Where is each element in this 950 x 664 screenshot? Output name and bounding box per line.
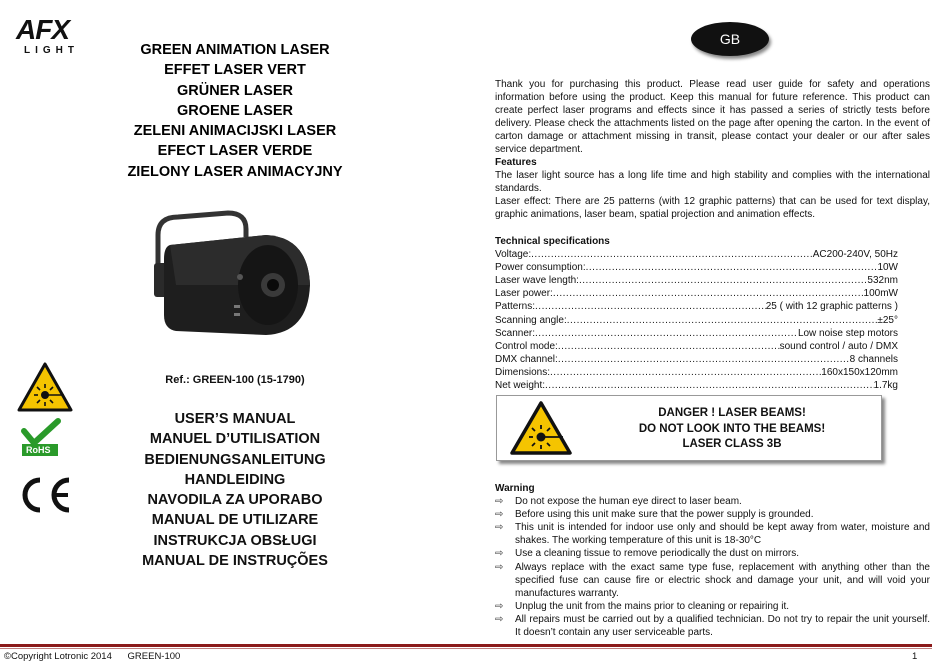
spec-value: 100mW — [863, 288, 898, 300]
manual-titles — [120, 409, 350, 571]
arrow-bullet-icon: ⇨ — [495, 548, 504, 560]
footer-divider-thin — [0, 648, 932, 649]
tech-specs-section — [495, 235, 930, 392]
warning-heading: Warning — [495, 483, 535, 494]
spec-label: Laser wave length: — [495, 275, 579, 287]
warning-list — [495, 495, 930, 639]
spec-label: Voltage: — [495, 249, 532, 261]
danger-line-1: DANGER ! LASER BEAMS! — [658, 407, 806, 419]
language-badge: GB — [691, 22, 769, 56]
spec-value: ±25° — [877, 314, 898, 326]
spec-label: Laser power: — [495, 288, 553, 300]
manual-ro: MANUAL DE UTILIZARE — [151, 512, 319, 529]
spec-value: Low noise step motors — [797, 327, 898, 339]
list-item: ⇨ Do not expose the human eye direct to laser beam. — [495, 496, 742, 508]
spec-row — [495, 366, 898, 379]
list-item: ⇨ Always replace with the exact same type fuse, replacement with anything other than the specified fuse can cause fire or electric shock and damage your unit, and will void your manufactures warranty. — [495, 561, 930, 599]
arrow-bullet-icon: ⇨ — [495, 600, 504, 612]
laser-warning-icon — [17, 362, 73, 412]
afx-light-logo — [14, 14, 92, 58]
footer-info — [4, 651, 193, 662]
arrow-bullet-icon: ⇨ — [495, 496, 504, 508]
spec-row — [495, 248, 898, 261]
rohs-icon — [18, 417, 68, 457]
title-fr: EFFET LASER VERT — [164, 62, 306, 79]
laser-product-image — [148, 205, 318, 345]
danger-line-2: DO NOT LOOK INTO THE BEAMS! — [638, 422, 826, 435]
spec-row — [495, 300, 898, 313]
list-item: ⇨ Unplug the unit from the mains prior to cleaning or repairing it. — [495, 600, 790, 612]
laser-danger-label — [496, 395, 882, 461]
spec-row — [495, 314, 898, 327]
list-item: ⇨ Use a cleaning tissue to remove periodically the dust on mirrors. — [495, 548, 800, 560]
spec-label: Scanning angle: — [495, 314, 567, 326]
spec-label: Net weight: — [495, 380, 546, 392]
spec-value: 532nm — [867, 275, 898, 287]
product-titles — [120, 40, 350, 182]
spec-label: Control mode: — [495, 340, 558, 352]
arrow-bullet-icon: ⇨ — [495, 561, 504, 573]
page-number: 1 — [912, 651, 918, 662]
spec-value: 160x150x120mm — [821, 366, 898, 378]
arrow-bullet-icon: ⇨ — [495, 613, 504, 625]
manual-sl: NAVODILA ZA UPORABO — [147, 492, 323, 509]
specs-heading: Technical specifications — [495, 236, 610, 247]
features-section — [495, 156, 930, 221]
spec-row — [495, 340, 898, 353]
footer-copyright: ©Copyright Lotronic 2014 — [4, 651, 112, 662]
spec-label: Scanner: — [495, 327, 536, 339]
manual-de: BEDIENUNGSANLEITUNG — [144, 451, 326, 468]
manual-pt: MANUAL DE INSTRUÇÕES — [142, 553, 328, 570]
laser-warning-icon — [509, 400, 573, 456]
features-text-1: The laser light source has a long life time and high stability and complies with the international standards. — [495, 170, 930, 195]
features-heading: Features — [495, 157, 537, 168]
spec-label: Power consumption: — [495, 262, 586, 274]
logo-brand: AFX — [16, 14, 69, 45]
features-text-2: Laser effect: There are 25 patterns (with 12 graphic patterns) that can be used for text display, graphic animations, laser beam, spatial projection and animation effects. — [495, 196, 930, 221]
list-item: ⇨ All repairs must be carried out by a qualified technician. Do not try to repair the unit yourself. It doesn’t contain any user serviceable parts. — [495, 613, 930, 639]
spec-value: 25 ( with 12 graphic patterns ) — [765, 301, 898, 313]
arrow-bullet-icon: ⇨ — [495, 522, 504, 534]
manual-pl: INSTRUKCJA OBSŁUGI — [153, 532, 317, 549]
arrow-bullet-icon: ⇨ — [495, 509, 504, 521]
title-pl: ZIELONY LASER ANIMACYJNY — [127, 163, 343, 180]
spec-label: DMX channel: — [495, 353, 558, 365]
danger-line-3: LASER CLASS 3B — [682, 438, 782, 450]
product-reference: Ref.: GREEN-100 (15-1790) — [165, 374, 305, 386]
title-nl: GROENE LASER — [176, 102, 293, 119]
spec-value: AC200-240V, 50Hz — [812, 249, 898, 261]
spec-value: 1.7kg — [873, 380, 898, 392]
spec-row — [495, 274, 898, 287]
spec-row — [495, 287, 898, 300]
spec-value: sound control / auto / DMX — [779, 340, 898, 352]
list-item: ⇨ This unit is intended for indoor use only and should be kept away from water, moisture and shakes. The working temperature of this unit is 18-30°C — [495, 522, 930, 547]
list-item: ⇨ Before using this unit make sure that the power supply is grounded. — [495, 509, 814, 521]
spec-row — [495, 353, 898, 366]
spec-label: Patterns: — [495, 301, 536, 313]
warning-section — [495, 482, 930, 639]
title-de: GRÜNER LASER — [176, 82, 293, 99]
intro-paragraph: Thank you for purchasing this product. Please read user guide for safety and operations information before using the product. Keep this manual for future reference. This product can create perfect laser programs and effects since it has passed a series of strictly tests before delivery. Please check the attachments listed on the page after opening the carton. In the event of carton damage or attachment missing in transit, please contact your dealer or our after sales service department. — [495, 79, 930, 156]
spec-row — [495, 261, 898, 274]
logo-sub: LIGHT — [24, 45, 79, 56]
title-en: GREEN ANIMATION LASER — [140, 42, 330, 58]
footer-divider — [0, 644, 932, 647]
spec-value: 8 channels — [849, 353, 898, 365]
rohs-label: RoHS — [26, 445, 51, 455]
title-sl: ZELENI ANIMACIJSKI LASER — [133, 123, 337, 140]
spec-row — [495, 327, 898, 340]
ce-mark-icon — [16, 476, 74, 514]
spec-label: Dimensions: — [495, 366, 551, 378]
spec-value: 10W — [877, 262, 898, 274]
title-ro: EFECT LASER VERDE — [157, 143, 313, 160]
manual-nl: HANDLEIDING — [184, 471, 286, 488]
manual-fr: MANUEL D’UTILISATION — [149, 431, 321, 448]
spec-row — [495, 379, 898, 392]
footer-model: GREEN-100 — [127, 651, 181, 662]
manual-en: USER’S MANUAL — [174, 411, 296, 427]
